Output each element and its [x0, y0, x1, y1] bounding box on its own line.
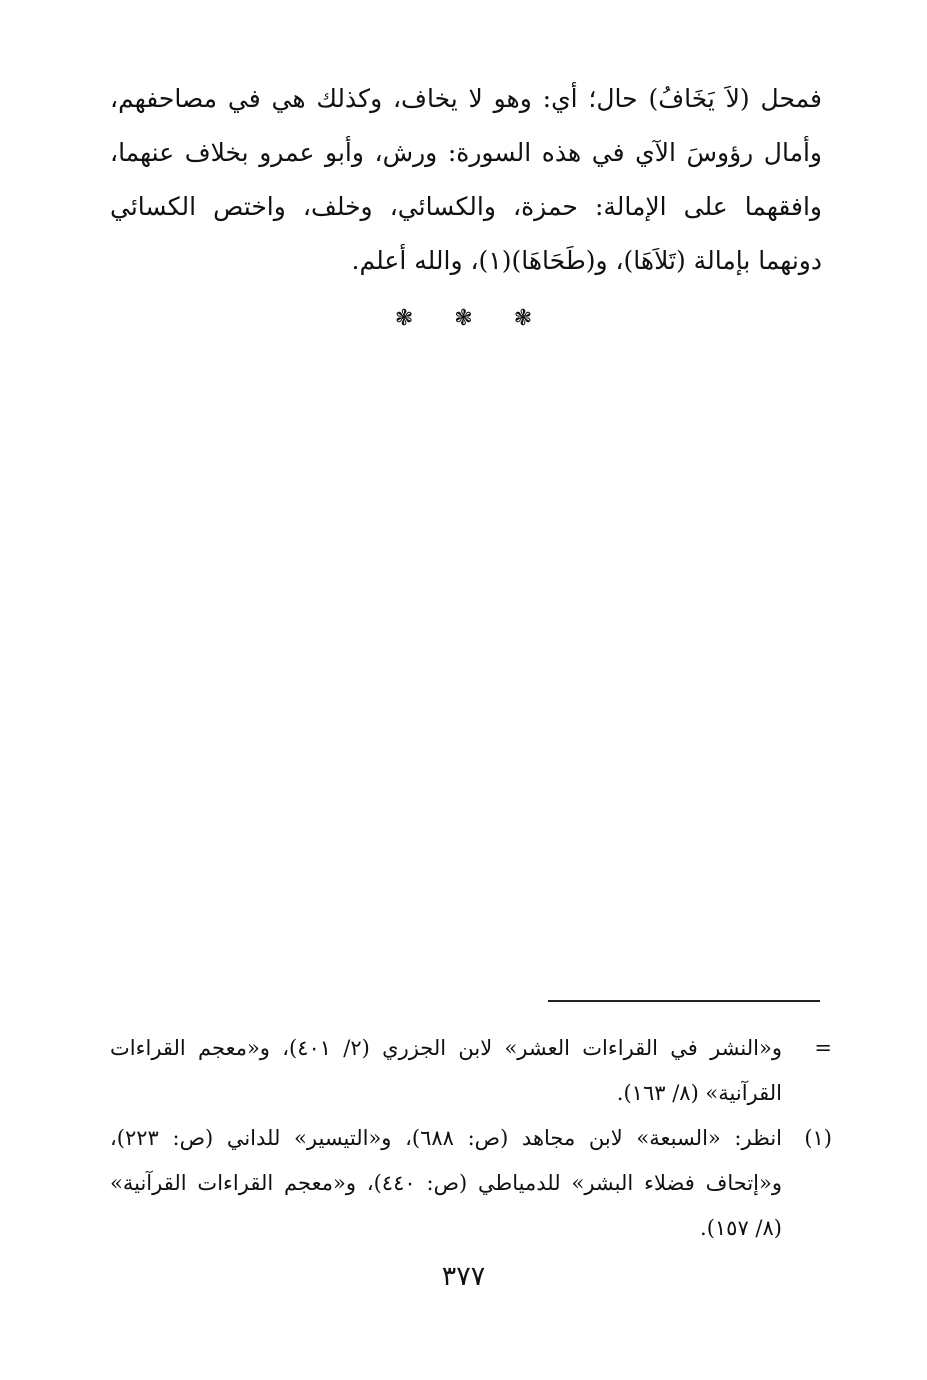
text-line: فمحل (لاَ يَخَافُ) حال؛ أي: وهو لا يخاف، وكذلك هي في مصاحفهم،	[110, 84, 822, 113]
page-number: ٣٧٧	[441, 1261, 486, 1292]
text-line: وافقهما على الإمالة: حمزة، والكسائي، وخلف، واختص الكسائي	[110, 192, 822, 221]
star-ornament-icon: ❃	[513, 306, 533, 331]
footnote-divider	[548, 1000, 820, 1002]
footnote-continued	[110, 1026, 832, 1116]
star-ornament-icon: ❃	[454, 306, 473, 331]
text-line: وأمال رؤوسَ الآي في هذه السورة: ورش، وأبو عمرو بخلاف عنهما،	[110, 138, 822, 167]
continuation-mark: =	[814, 1036, 832, 1060]
footnote-1	[110, 1116, 832, 1251]
footnote-line: القرآنية» (٨/ ١٦٣).	[616, 1081, 782, 1105]
footnote-line: و«النشر في القراءات العشر» لابن الجزري (٢/ ٤٠١)، و«معجم القراءات	[110, 1036, 782, 1060]
footnote-line: و«إتحاف فضلاء البشر» للدمياطي (ص: ٤٤٠)، و«معجم القراءات القرآنية»	[110, 1171, 782, 1195]
text-line: دونهما بإمالة (تَلاَهَا)، و(طَحَاهَا)(١)، والله أعلم.	[351, 246, 822, 275]
footnotes	[110, 1026, 832, 1251]
star-ornament-icon: ❃	[394, 306, 414, 331]
footnote-line: (٨/ ١٥٧).	[700, 1216, 782, 1240]
footnote-line: انظر: «السبعة» لابن مجاهد (ص: ٦٨٨)، و«التيسير» للداني (ص: ٢٢٣)،	[110, 1126, 782, 1150]
main-text	[110, 72, 822, 288]
section-separator	[0, 306, 927, 331]
footnote-number: (١)	[804, 1126, 832, 1150]
